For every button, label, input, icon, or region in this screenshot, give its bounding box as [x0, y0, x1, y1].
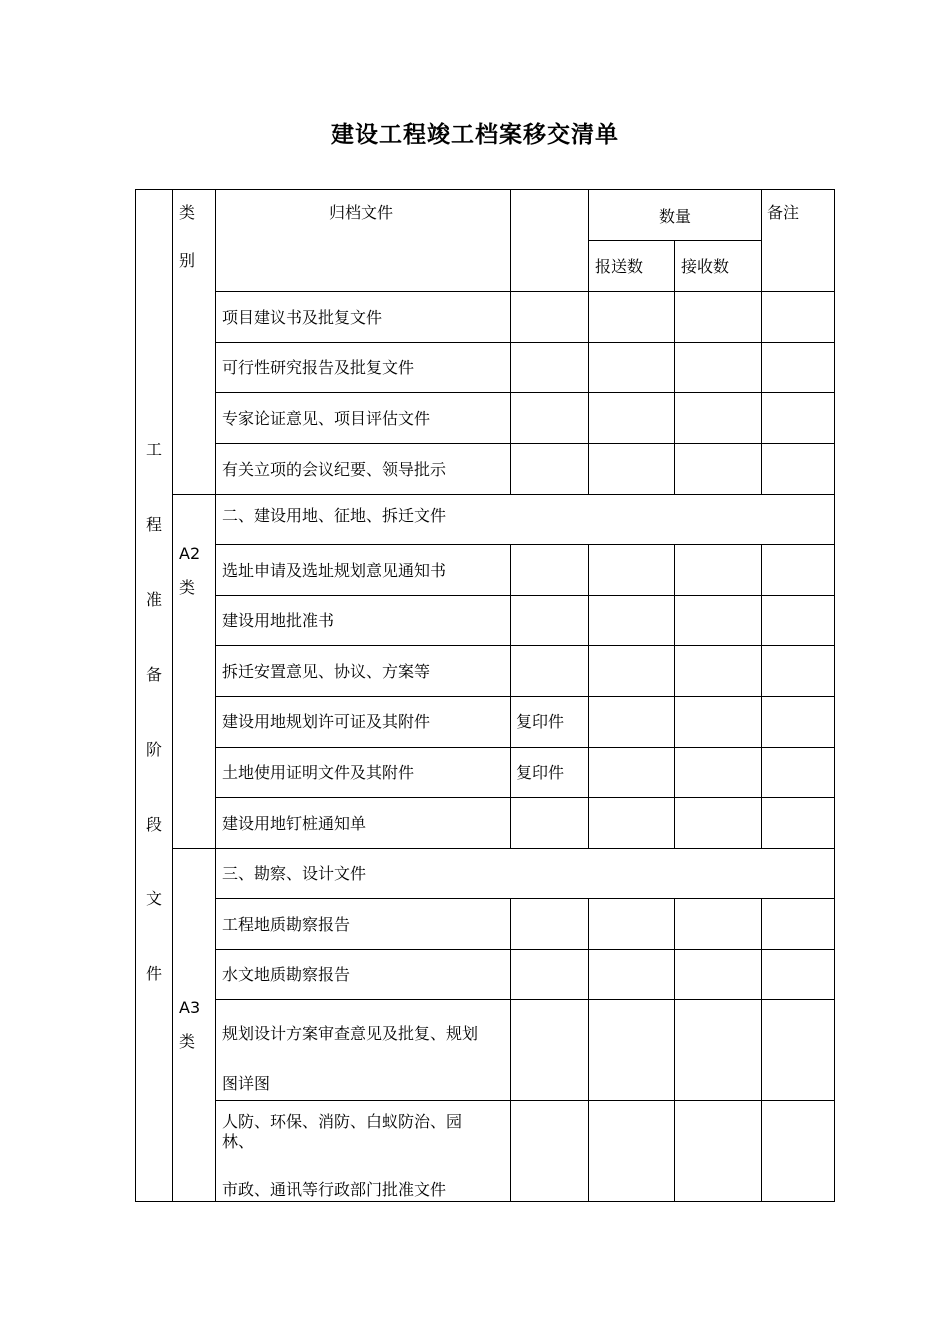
col-line	[588, 189, 589, 494]
header-sent-count: 报送数	[595, 257, 644, 276]
table-row-note: 复印件	[516, 712, 565, 731]
row-line	[215, 949, 835, 950]
handover-table	[135, 189, 835, 1202]
table-border-top	[135, 189, 835, 190]
header-category-char: 别	[179, 251, 196, 270]
col-line	[510, 189, 511, 494]
col-line	[588, 544, 589, 848]
col-line	[172, 189, 173, 1202]
table-border-left	[135, 189, 136, 1202]
table-row-doc: 建设用地批准书	[222, 611, 335, 630]
section-a2-heading: 二、建设用地、征地、拆迁文件	[222, 506, 447, 525]
table-row-doc: 土地使用证明文件及其附件	[222, 763, 415, 782]
table-border-bottom	[135, 1201, 835, 1202]
stage-char: 段	[146, 815, 163, 834]
table-row-doc: 建设用地钉桩通知单	[222, 814, 367, 833]
row-line	[215, 595, 835, 596]
col-line	[510, 898, 511, 1201]
row-line	[215, 898, 835, 899]
table-row-doc: 拆迁安置意见、协议、方案等	[222, 662, 431, 681]
header-archive-docs: 归档文件	[329, 203, 394, 222]
table-row-doc: 有关立项的会议纪要、领导批示	[222, 460, 447, 479]
table-row-doc: 水文地质勘察报告	[222, 965, 351, 984]
row-line	[215, 392, 835, 393]
stage-char: 文	[146, 889, 163, 908]
col-line	[674, 898, 675, 1201]
col-line	[674, 544, 675, 848]
row-line	[215, 443, 835, 444]
table-row-doc: 专家论证意见、项目评估文件	[222, 409, 431, 428]
document-title: 建设工程竣工档案移交清单	[331, 122, 619, 148]
stage-char: 备	[146, 665, 163, 684]
col-line	[588, 898, 589, 1201]
row-line	[215, 645, 835, 646]
header-quantity: 数量	[659, 207, 692, 226]
col-line	[215, 189, 216, 1202]
class-a2-code: A2	[179, 544, 201, 563]
col-line	[674, 240, 675, 494]
col-line	[761, 898, 762, 1201]
table-row-doc-line: 人防、环保、消防、白蚁防治、园林、	[222, 1112, 463, 1151]
table-row-doc: 可行性研究报告及批复文件	[222, 358, 415, 377]
row-line	[172, 848, 835, 849]
table-row-doc: 项目建议书及批复文件	[222, 308, 383, 327]
table-row-doc-line: 图详图	[222, 1074, 271, 1093]
section-a3-heading: 三、勘察、设计文件	[222, 864, 367, 883]
class-a3-code: A3	[179, 998, 201, 1017]
table-row-doc-line: 市政、通讯等行政部门批准文件	[222, 1180, 447, 1199]
row-line	[215, 544, 835, 545]
stage-char: 阶	[146, 740, 163, 759]
table-row-doc-line: 规划设计方案审查意见及批复、规划	[222, 1024, 479, 1043]
row-line	[215, 342, 835, 343]
stage-char: 准	[146, 590, 163, 609]
row-line	[215, 999, 835, 1000]
table-row-doc: 建设用地规划许可证及其附件	[222, 712, 431, 731]
row-line	[215, 291, 835, 292]
header-received-count: 接收数	[681, 257, 730, 276]
table-row-doc: 选址申请及选址规划意见通知书	[222, 561, 447, 580]
row-line	[215, 797, 835, 798]
header-category-char: 类	[179, 203, 196, 222]
col-line	[761, 189, 762, 494]
class-a2-suffix: 类	[179, 578, 196, 597]
stage-char: 件	[146, 964, 163, 983]
col-line	[761, 544, 762, 848]
header-remarks: 备注	[767, 203, 800, 222]
table-border-right	[834, 189, 835, 1202]
row-line	[215, 696, 835, 697]
row-line	[215, 1100, 835, 1101]
row-line	[172, 494, 835, 495]
table-row-note: 复印件	[516, 763, 565, 782]
table-row-doc: 工程地质勘察报告	[222, 915, 351, 934]
col-line	[510, 544, 511, 848]
stage-char: 工	[146, 440, 163, 459]
stage-char: 程	[146, 515, 163, 534]
class-a3-suffix: 类	[179, 1032, 196, 1051]
row-line	[215, 747, 835, 748]
